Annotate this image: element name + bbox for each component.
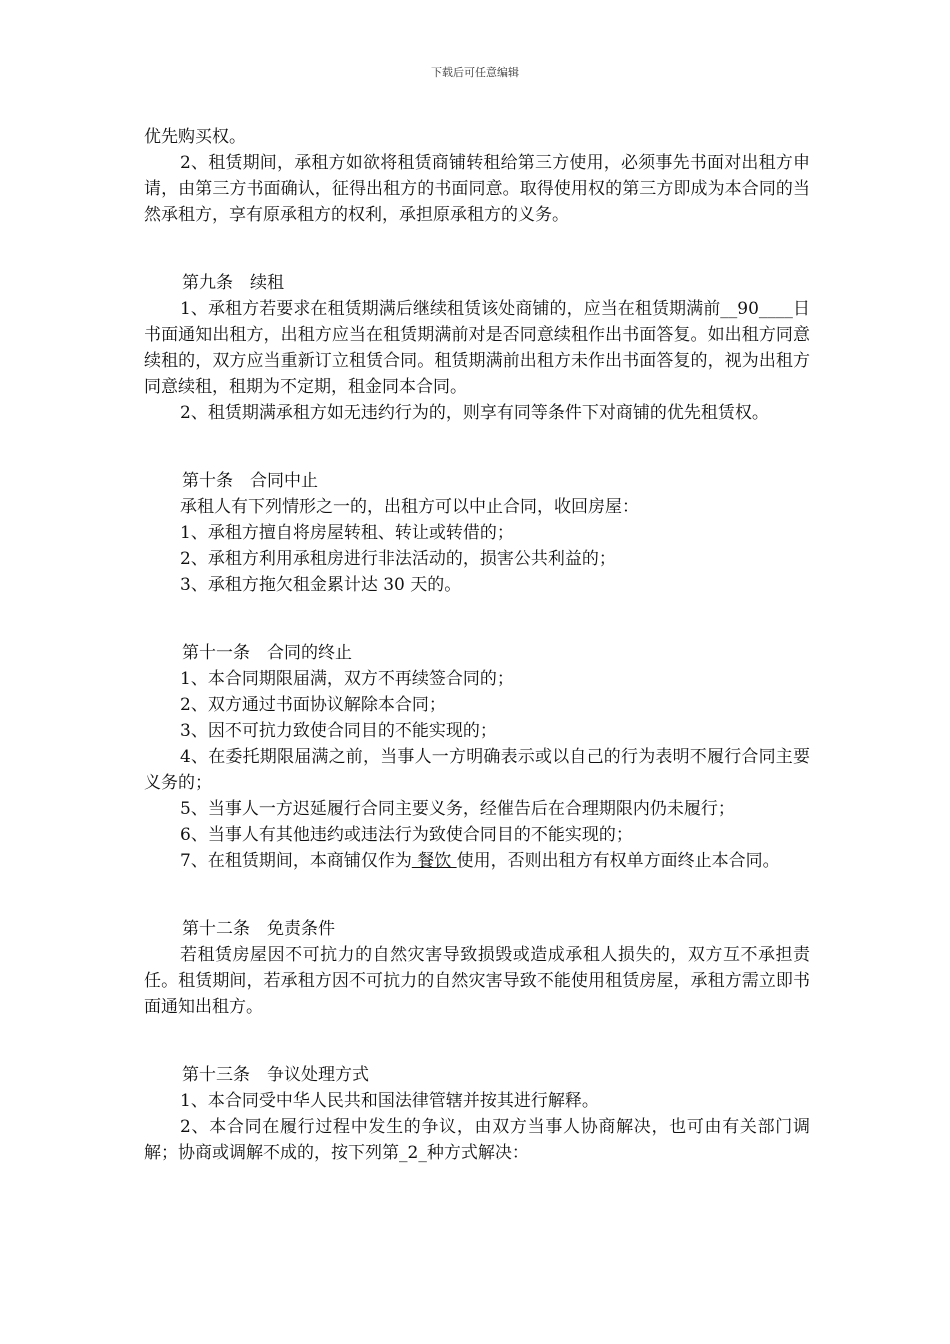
art11-item-4: 4、在委托期限届满之前，当事人一方明确表示或以自己的行为表明不履行合同主要义务的；: [144, 747, 810, 793]
article-10-title: 第十条 合同中止: [182, 471, 318, 491]
art9-paragraph-1: [144, 296, 810, 400]
article-11-title: 第十一条 合同的终止: [182, 643, 352, 663]
section-gap: [144, 426, 810, 468]
section-gap: [144, 228, 810, 270]
art11-item7-text-a: 7、在租赁期间，本商铺仅作为: [180, 851, 412, 871]
section-gap: [144, 874, 810, 916]
art11-item-7: [144, 848, 810, 874]
art13-p2-text-b: 种方式解决：: [426, 1143, 529, 1163]
art10-item-3: 3、承租方拖欠租金累计达 30 天的。: [180, 575, 462, 595]
art13-paragraph-1: 1、本合同受中华人民共和国法律管辖并按其进行解释。: [180, 1091, 599, 1111]
art11-item-2: 2、双方通过书面协议解除本合同；: [180, 695, 446, 715]
art9-p1-text-b: 日书面通知出租方，出租方应当在租赁期满前对是否同意续租作出书面答复。如出租方同意续租的，双方应当重新订立租赁合同。租赁期满前出租方未作出书面答复的，视为出租方同意续租，租期为不定期，租金同本合同。: [144, 299, 810, 397]
art10-item-2: 2、承租方利用承租房进行非法活动的，损害公共利益的；: [180, 549, 616, 569]
art11-item-6: 6、当事人有其他违约或违法行为致使合同目的不能实现的；: [180, 825, 633, 845]
permitted-use-field: 餐饮: [411, 851, 457, 871]
art9-p1-text-a: 1、承租方若要求在租赁期满后继续租赁该处商铺的，应当在租赁期满前: [180, 299, 721, 319]
article-9-title: 第九条 续租: [182, 273, 284, 293]
section-gap: [144, 1020, 810, 1062]
art13-paragraph-2: [144, 1114, 810, 1166]
art12-paragraph-1: 若租赁房屋因不可抗力的自然灾害导致损毁或造成承租人损失的，双方互不承担责任。租赁期间，若承租方因不可抗力的自然灾害导致不能使用租赁房屋，承租方需立即书面通知出租方。: [144, 945, 810, 1017]
art11-item7-text-b: 使用，否则出租方有权单方面终止本合同。: [456, 851, 780, 871]
contract-body: [144, 124, 810, 1166]
art11-item-5: 5、当事人一方迟延履行合同主要义务，经催告后在合理期限内仍未履行；: [180, 799, 735, 819]
art11-item-1: 1、本合同期限届满，双方不再续签合同的；: [180, 669, 514, 689]
notice-days-blank: __90____: [720, 299, 793, 319]
art8-paragraph-2: 2、租赁期间，承租方如欲将租赁商铺转租给第三方使用，必须事先书面对出租方申请，由第三方书面确认，征得出租方的书面同意。取得使用权的第三方即成为本合同的当然承租方，享有原承租方的权利，承担原承租方的义务。: [144, 153, 810, 225]
page-header: 下载后可任意编辑: [431, 66, 519, 79]
article-12-title: 第十二条 免责条件: [182, 919, 335, 939]
section-gap: [144, 598, 810, 640]
art8-paragraph-tail: 优先购买权。: [144, 127, 246, 147]
art13-p2-text-a: 2、本合同在履行过程中发生的争议，由双方当事人协商解决，也可由有关部门调解；协商或调解不成的，按下列第: [144, 1117, 810, 1163]
article-13-title: 第十三条 争议处理方式: [182, 1065, 369, 1085]
art11-item-3: 3、因不可抗力致使合同目的不能实现的；: [180, 721, 497, 741]
art10-intro: 承租人有下列情形之一的，出租方可以中止合同，收回房屋：: [180, 497, 639, 517]
dispute-method-choice: _2_: [399, 1143, 427, 1163]
art9-paragraph-2: 2、租赁期满承租方如无违约行为的，则享有同等条件下对商铺的优先租赁权。: [180, 403, 769, 423]
art10-item-1: 1、承租方擅自将房屋转租、转让或转借的；: [180, 523, 514, 543]
